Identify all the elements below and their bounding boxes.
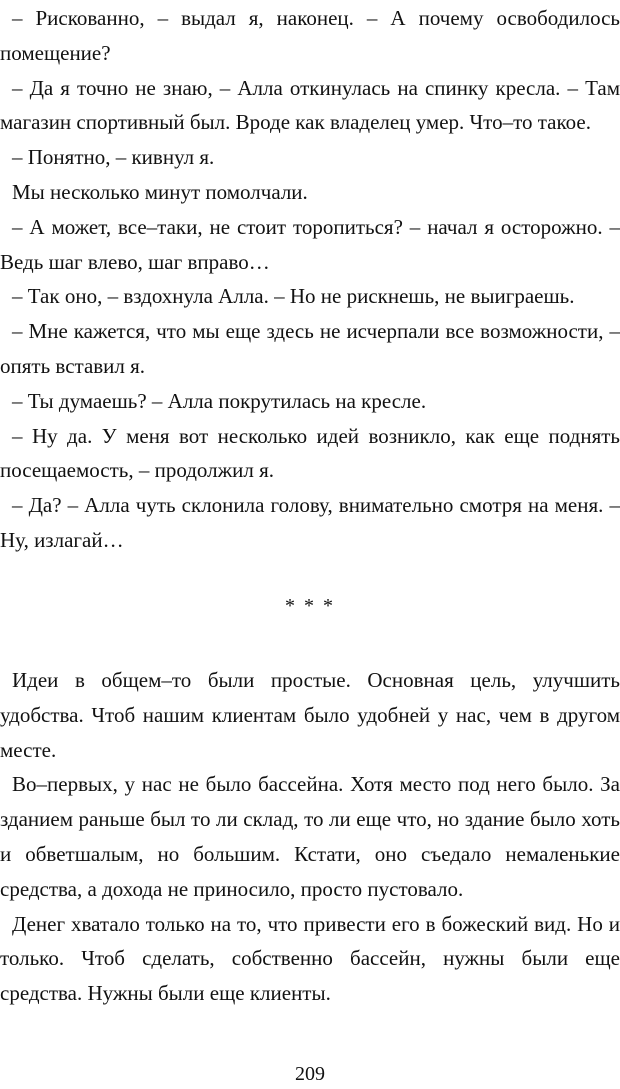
paragraph: Мы несколько минут помолчали. — [12, 179, 308, 204]
paragraph: – Рискованно, – выдал я, наконец. – А почему освободилось помещение? — [0, 6, 620, 65]
paragraph: – А может, все–таки, не стоит торопиться? – начал я осторожно. – Ведь шаг влево, шаг вправо… — [0, 214, 620, 274]
text-section-dialogue — [0, 1, 620, 558]
paragraph: – Мне кажется, что мы еще здесь не исчерпали все возможности, – опять вставил я. — [0, 319, 620, 378]
page-number: 209 — [295, 1063, 325, 1085]
paragraph: – Так оно, – вздохнула Алла. – Но не рискнешь, не выиграешь. — [12, 284, 575, 309]
section-separator: * * * — [285, 595, 335, 617]
paragraph: – Да? – Алла чуть склонила голову, внимательно смотря на меня. – Ну, излагай… — [0, 493, 620, 552]
paragraph: Идеи в общем–то были простые. Основная цель, улучшить удобства. Чтоб нашим клиентам было удобней у нас, чем в другом месте. — [0, 668, 620, 762]
paragraph: – Ну да. У меня вот несколько идей возникло, как еще поднять посещаемость, – продолжил я. — [0, 423, 620, 483]
paragraph: Денег хватало только на то, что привести его в божеский вид. Но и только. Чтоб сделать, собственно бассейн, нужны были еще средства. Нужны были еще клиенты. — [0, 911, 620, 1006]
paragraph: Во–первых, у нас не было бассейна. Хотя место под него было. За зданием раньше был то ли склад, то ли еще что, но здание было хоть и обветшалым, но большим. Кстати, оно съедало немаленькие средства, а дохода не приносило, просто пустовало. — [0, 772, 620, 901]
text-section-ideas — [0, 663, 620, 1011]
paragraph: – Понятно, – кивнул я. — [12, 145, 215, 170]
paragraph: – Да я точно не знаю, – Алла откинулась на спинку кресла. – Там магазин спортивный был. Вроде как владелец умер. Что–то такое. — [0, 75, 620, 135]
paragraph: – Ты думаешь? – Алла покрутилась на кресле. — [12, 388, 427, 413]
